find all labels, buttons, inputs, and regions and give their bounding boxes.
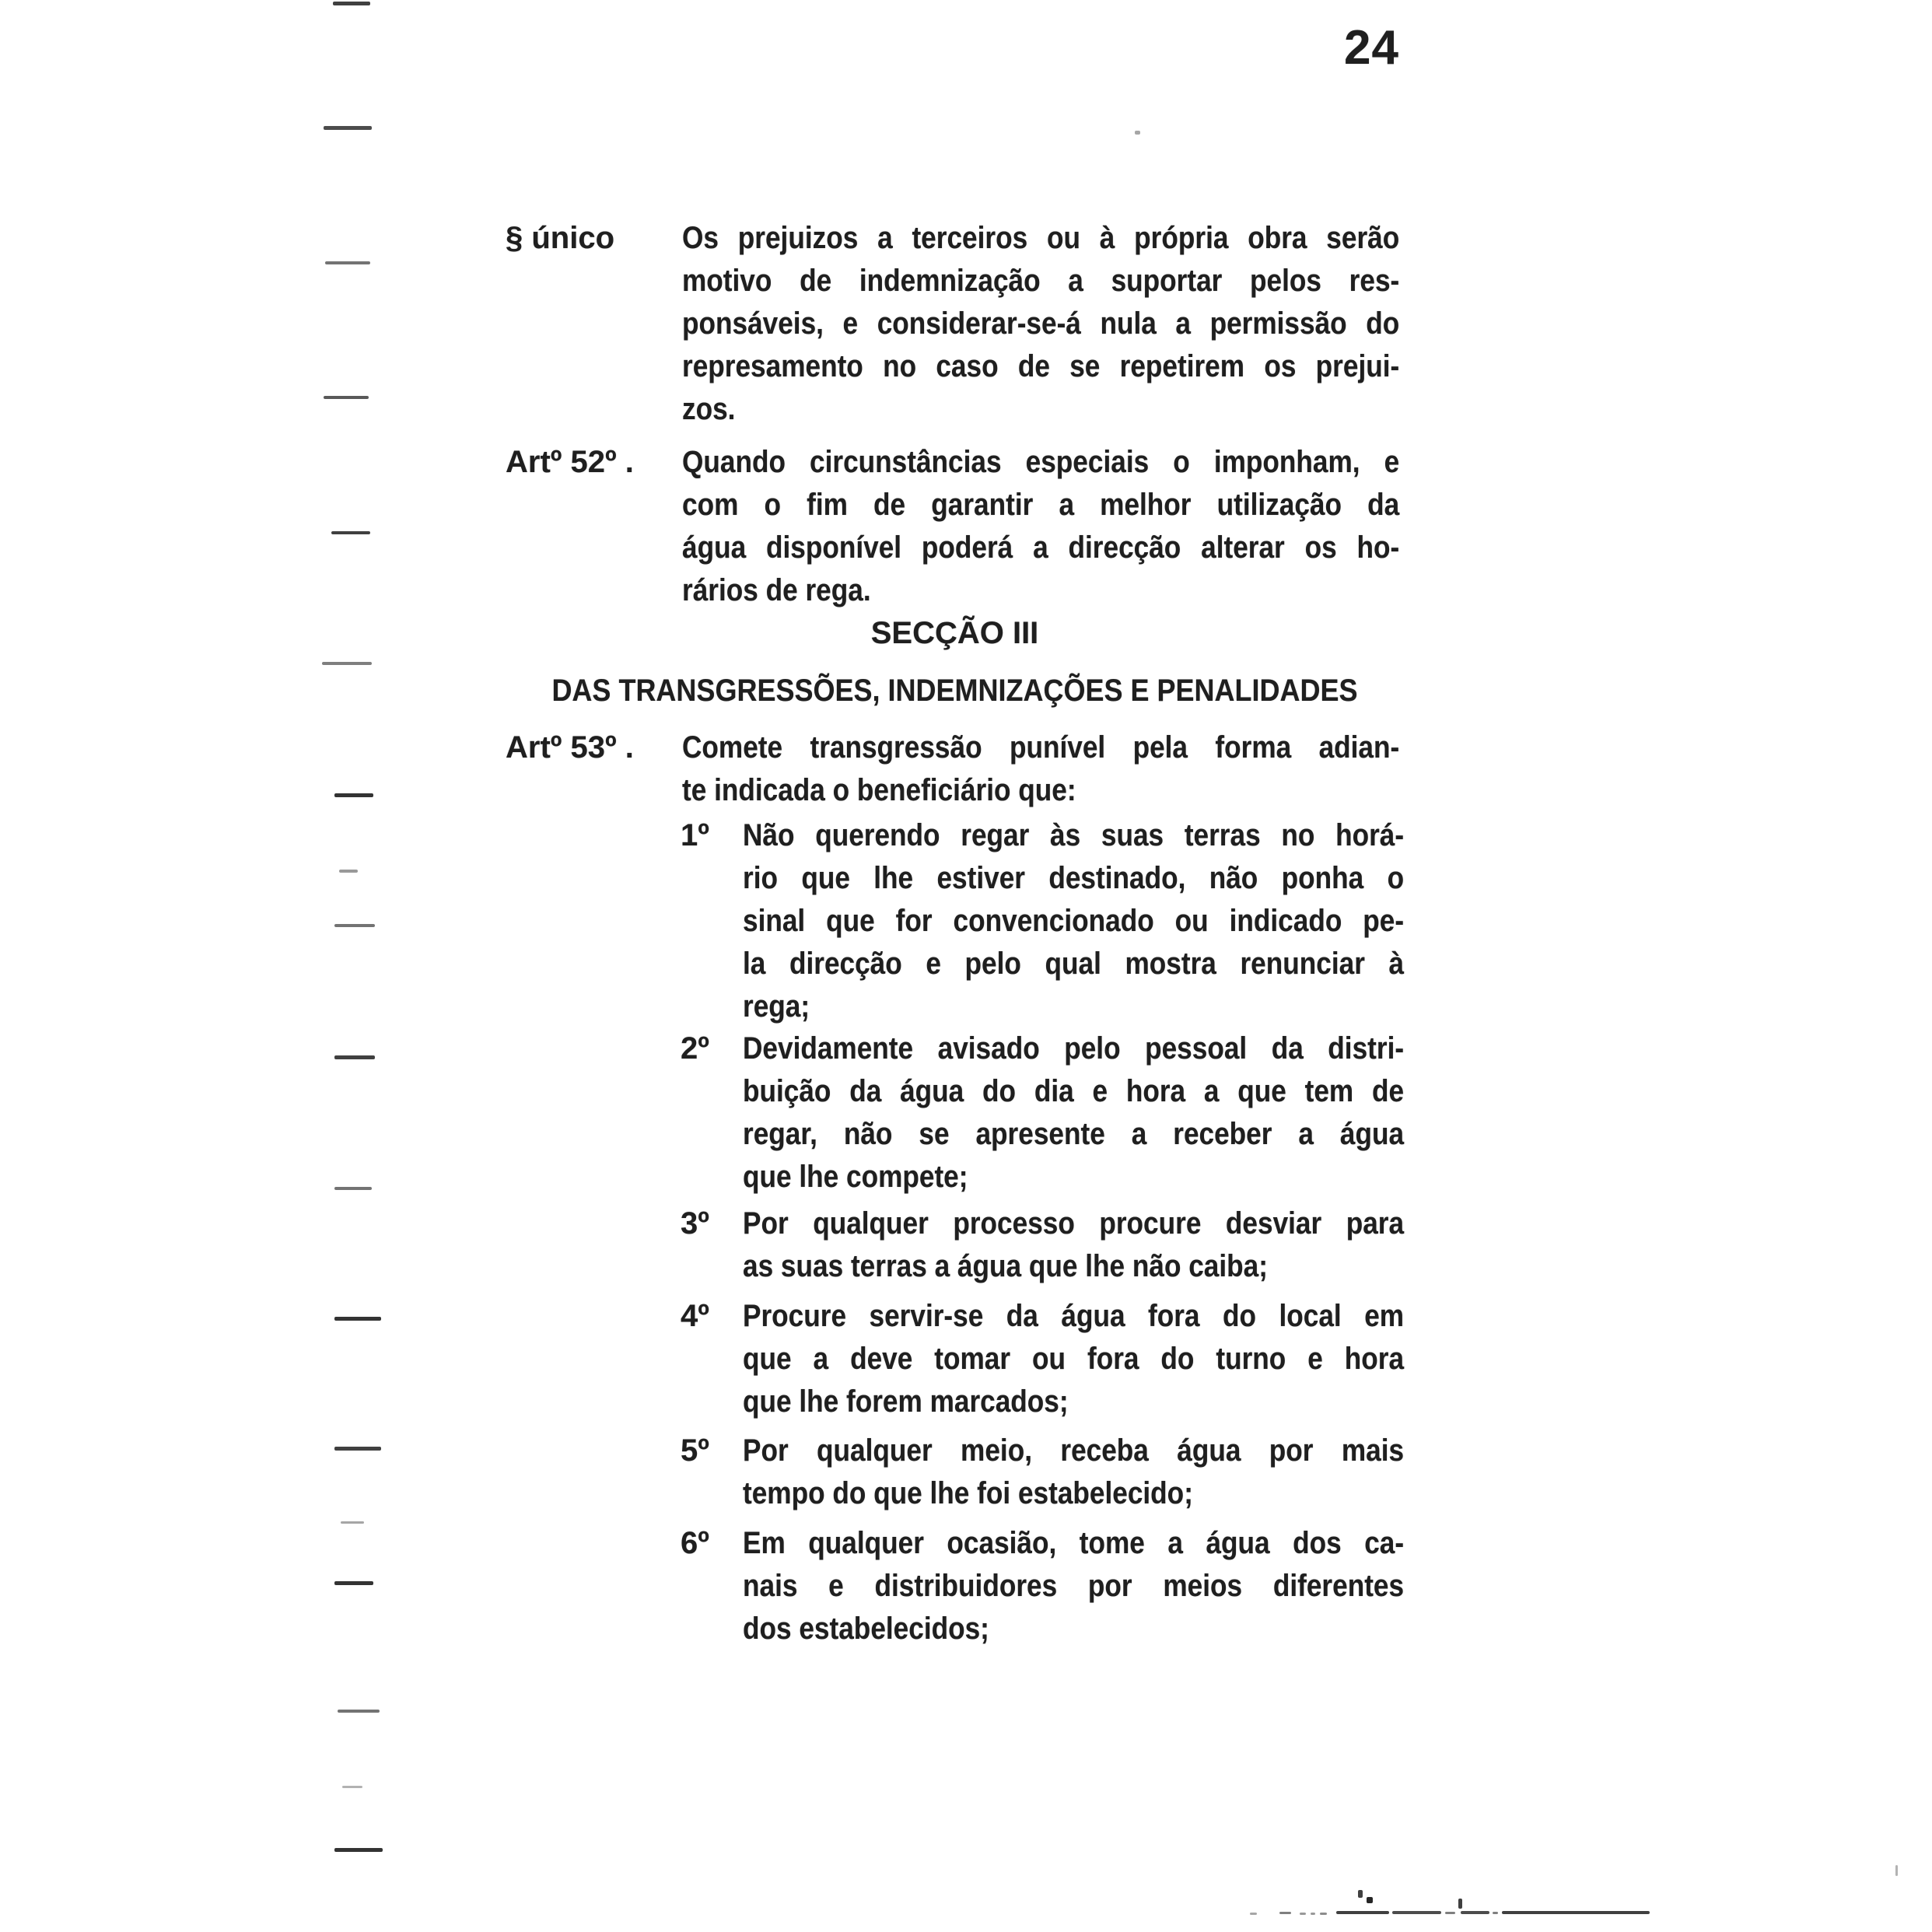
text-line: água disponível poderá a direcção alterar os ho-: [682, 530, 1400, 565]
footer-line-segment: [1502, 1911, 1650, 1914]
text-line: Por qualquer meio, receba água por mais: [743, 1433, 1405, 1468]
margin-dash: [341, 1521, 364, 1524]
text-line: Por qualquer processo procure desviar para: [743, 1206, 1405, 1241]
text-line: zos.: [682, 392, 736, 426]
item-number: 2º: [681, 1031, 709, 1066]
margin-dash: [334, 1055, 375, 1059]
text-line: buição da água do dia e hora a que tem de: [743, 1074, 1405, 1108]
ink-speck: [1895, 1865, 1898, 1876]
item-number: 5º: [681, 1433, 709, 1468]
footer-line-segment: [1493, 1912, 1498, 1914]
item-number: 3º: [681, 1206, 709, 1241]
section-title: SECÇÃO III: [870, 616, 1039, 650]
margin-dash: [325, 261, 370, 264]
margin-dash: [334, 1447, 381, 1451]
page-number: 24: [1344, 21, 1399, 75]
margin-dash: [322, 662, 372, 665]
margin-dash: [342, 1786, 362, 1788]
text-line: dos estabelecidos;: [743, 1612, 989, 1646]
ink-speck: [1458, 1899, 1462, 1909]
item-number: 6º: [681, 1526, 709, 1560]
text-line: com o fim de garantir a melhor utilização da: [682, 488, 1400, 522]
text-line: nais e distribuidores por meios diferentes: [743, 1569, 1405, 1603]
footer-line-segment: [1300, 1913, 1306, 1915]
section-heading: DAS TRANSGRESSÕES, INDEMNIZAÇÕES E PENALIDADES: [551, 674, 1358, 708]
footer-line-segment: [1445, 1912, 1455, 1914]
text-line: Devidamente avisado pelo pessoal da distri-: [743, 1031, 1405, 1066]
margin-dash: [334, 924, 375, 927]
margin-dash: [338, 1710, 380, 1713]
ink-speck: [1135, 131, 1140, 135]
margin-dash: [334, 1848, 383, 1852]
footer-line-segment: [1279, 1912, 1291, 1914]
text-line: rários de rega.: [682, 573, 871, 607]
text-line: rega;: [743, 989, 810, 1024]
text-line: rio que lhe estiver destinado, não ponha o: [743, 861, 1405, 895]
text-line: la direcção e pelo qual mostra renunciar à: [743, 947, 1405, 981]
ink-speck: [1367, 1897, 1373, 1903]
footer-line-segment: [1250, 1913, 1257, 1915]
footer-line-segment: [1336, 1911, 1389, 1914]
footer-line-segment: [1311, 1913, 1315, 1915]
text-line: que lhe forem marcados;: [743, 1384, 1069, 1419]
margin-dash: [324, 126, 372, 130]
paragraph-label-art52: Artº 52º .: [506, 445, 634, 479]
footer-line-segment: [1392, 1911, 1441, 1914]
footer-line-segment: [1461, 1911, 1489, 1914]
margin-dash: [331, 531, 370, 534]
margin-dash: [334, 1187, 372, 1190]
text-line: Procure servir-se da água fora do local em: [743, 1299, 1405, 1333]
text-line: Os prejuizos a terceiros ou à própria obra serão: [682, 221, 1400, 255]
text-line: Quando circunstâncias especiais o imponham, e: [682, 445, 1400, 479]
margin-dash: [333, 2, 370, 5]
item-number: 1º: [681, 818, 709, 852]
margin-dash: [324, 396, 369, 399]
text-line: ponsáveis, e considerar-se-á nula a permissão do: [682, 306, 1400, 341]
ink-speck: [1358, 1890, 1363, 1898]
margin-dash: [339, 870, 358, 873]
text-line: Não querendo regar às suas terras no horá-: [743, 818, 1405, 852]
text-line: Em qualquer ocasião, tome a água dos ca-: [743, 1526, 1405, 1560]
margin-dash: [334, 1317, 381, 1321]
text-line: tempo do que lhe foi estabelecido;: [743, 1476, 1193, 1510]
text-line: que lhe compete;: [743, 1160, 968, 1194]
text-line: te indicada o beneficiário que:: [682, 773, 1076, 807]
text-line: represamento no caso de se repetirem os prejui-: [682, 349, 1400, 383]
text-line: regar, não se apresente a receber a água: [743, 1117, 1405, 1151]
margin-dash: [334, 793, 373, 797]
paragraph-label-art53: Artº 53º .: [506, 730, 634, 765]
text-line: que a deve tomar ou fora do turno e hora: [743, 1342, 1405, 1376]
text-line: as suas terras a água que lhe não caiba;: [743, 1249, 1268, 1283]
item-number: 4º: [681, 1299, 709, 1333]
footer-line-segment: [1320, 1913, 1327, 1915]
text-line: motivo de indemnização a suportar pelos res-: [682, 264, 1400, 298]
text-line: sinal que for convencionado ou indicado pe-: [743, 904, 1405, 938]
margin-dash: [334, 1581, 373, 1585]
text-line: Comete transgressão punível pela forma adian-: [682, 730, 1400, 765]
paragraph-label-unico: § único: [506, 221, 615, 255]
